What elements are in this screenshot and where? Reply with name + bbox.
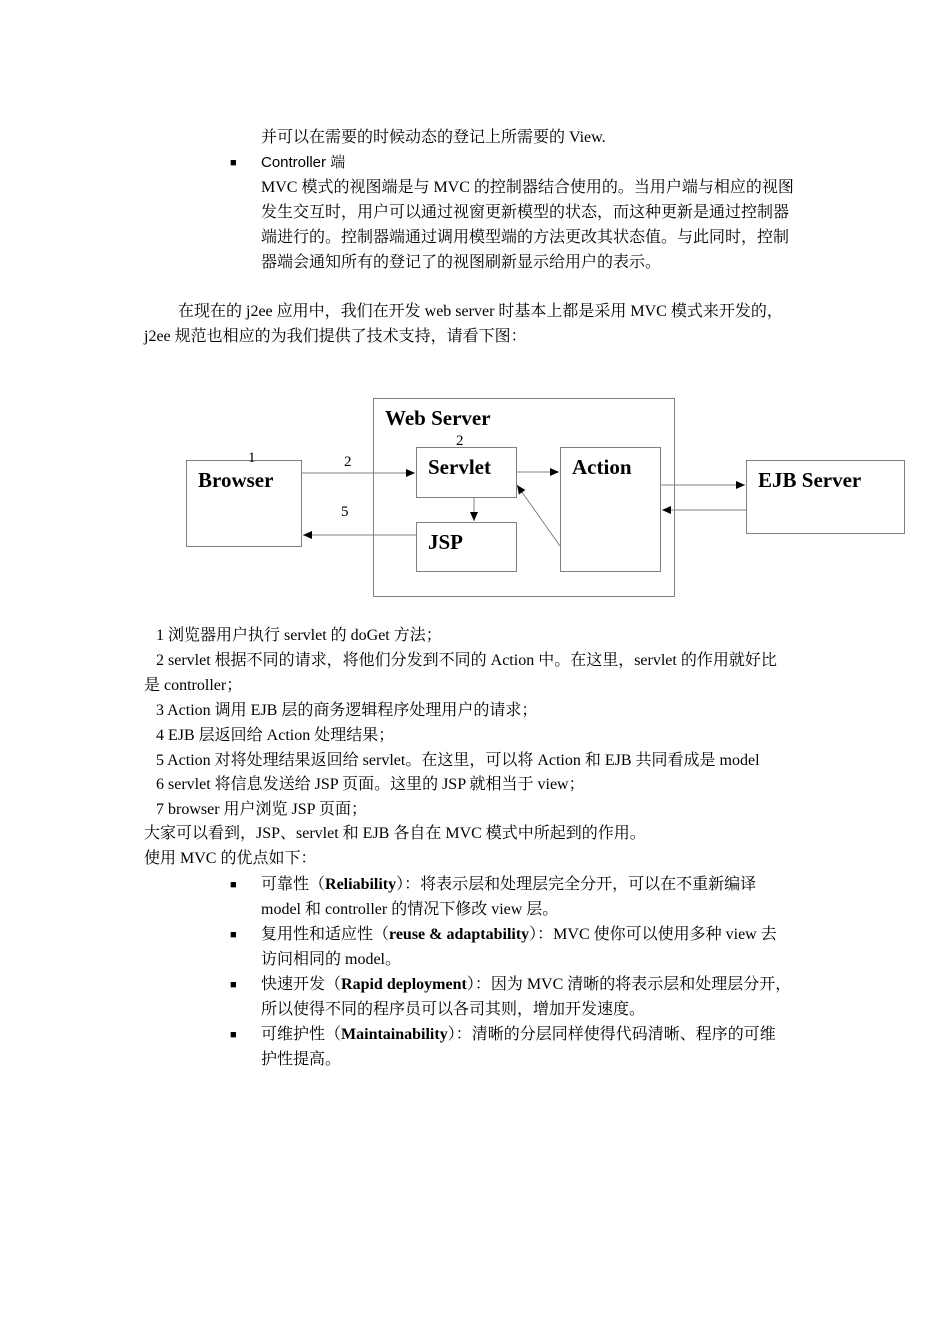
advantage-term: Rapid deployment — [341, 976, 467, 993]
controller-desc-line-2: 发生交互时，用户可以通过视窗更新模型的状态，而这种更新是通过控制器 — [261, 204, 790, 221]
advantage-rapid-cont: 所以使得不同的程序员可以各司其则，增加开发速度。 — [261, 1001, 646, 1018]
bullet-icon: ■ — [230, 879, 237, 891]
step-7: 7 browser 用户浏览 JSP 页面； — [156, 801, 367, 818]
advantage-term: reuse & adaptability — [389, 926, 530, 943]
step-label-2-arrow: 2 — [344, 454, 352, 470]
servlet-label: Servlet — [428, 455, 491, 479]
advantage-rapid: 快速开发（Rapid deployment）：因为 MVC 清晰的将表示层和处理层分开， — [261, 976, 792, 993]
action-label: Action — [572, 455, 632, 479]
arrow-action-to-servlet — [517, 485, 560, 546]
bullet-icon: ■ — [230, 979, 237, 991]
advantage-reuse: 复用性和适应性（reuse & adaptability）：MVC 使你可以使用多种 view 去 — [261, 926, 777, 943]
step-label-2-top: 2 — [456, 433, 464, 449]
web-server-label: Web Server — [385, 406, 491, 430]
step-2: 2 servlet 根据不同的请求，将他们分发到不同的 Action 中。在这里，servlet 的作用就好比 — [156, 652, 777, 669]
jsp-label: JSP — [428, 530, 464, 554]
advantage-reliability: 可靠性（Reliability）：将表示层和处理层完全分开，可以在不重新编译 — [261, 876, 757, 893]
advantage-term: Reliability — [325, 876, 397, 893]
step-4: 4 EJB 层返回给 Action 处理结果； — [156, 727, 395, 744]
step-1: 1 浏览器用户执行 servlet 的 doGet 方法； — [156, 627, 442, 644]
controller-desc-line-4: 器端会通知所有的登记了的视图刷新显示给用户的表示。 — [261, 254, 662, 271]
step-2-cont: 是 controller； — [144, 677, 243, 694]
ejb-server-label: EJB Server — [758, 468, 862, 492]
step-3: 3 Action 调用 EJB 层的商务逻辑程序处理用户的请求； — [156, 702, 538, 719]
advantages-intro: 使用 MVC 的优点如下： — [144, 850, 317, 867]
advantage-maintainability-cont: 护性提高。 — [261, 1051, 342, 1068]
controller-desc-line-3: 端进行的。控制器端通过调用模型端的方法更改其状态值。与此同时，控制 — [261, 229, 790, 246]
summary-text: 大家可以看到，JSP、servlet 和 EJB 各自在 MVC 模式中所起到的作用。 — [144, 825, 646, 842]
advantage-maintainability: 可维护性（Maintainability）：清晰的分层同样使得代码清晰、程序的可维 — [261, 1026, 776, 1043]
controller-desc-line-1: MVC 模式的视图端是与 MVC 的控制器结合使用的。当用户端与相应的视图 — [261, 179, 794, 196]
advantage-term: Maintainability — [341, 1026, 448, 1043]
step-5: 5 Action 对将处理结果返回给 servlet。在这里，可以将 Action 和 EJB 共同看成是 model — [156, 752, 760, 769]
j2ee-paragraph-line-2: j2ee 规范也相应的为我们提供了技术支持，请看下图： — [144, 328, 527, 345]
mvc-architecture-diagram — [0, 0, 950, 620]
j2ee-paragraph-line-1: 在现在的 j2ee 应用中，我们在开发 web server 时基本上都是采用 MVC 模式来开发的， — [178, 303, 783, 320]
step-label-1: 1 — [248, 450, 256, 466]
view-description-tail: 并可以在需要的时候动态的登记上所需要的 View. — [261, 129, 606, 146]
step-label-5: 5 — [341, 504, 349, 520]
controller-heading: Controller 端 — [261, 154, 346, 171]
bullet-icon: ■ — [230, 929, 237, 941]
step-6: 6 servlet 将信息发送给 JSP 页面。这里的 JSP 就相当于 view； — [156, 776, 585, 793]
bullet-icon: ■ — [230, 1029, 237, 1041]
bullet-icon: ■ — [230, 157, 237, 169]
advantage-reliability-cont: model 和 controller 的情况下修改 view 层。 — [261, 901, 559, 918]
advantage-reuse-cont: 访问相同的 model。 — [261, 951, 401, 968]
browser-label: Browser — [198, 468, 274, 492]
